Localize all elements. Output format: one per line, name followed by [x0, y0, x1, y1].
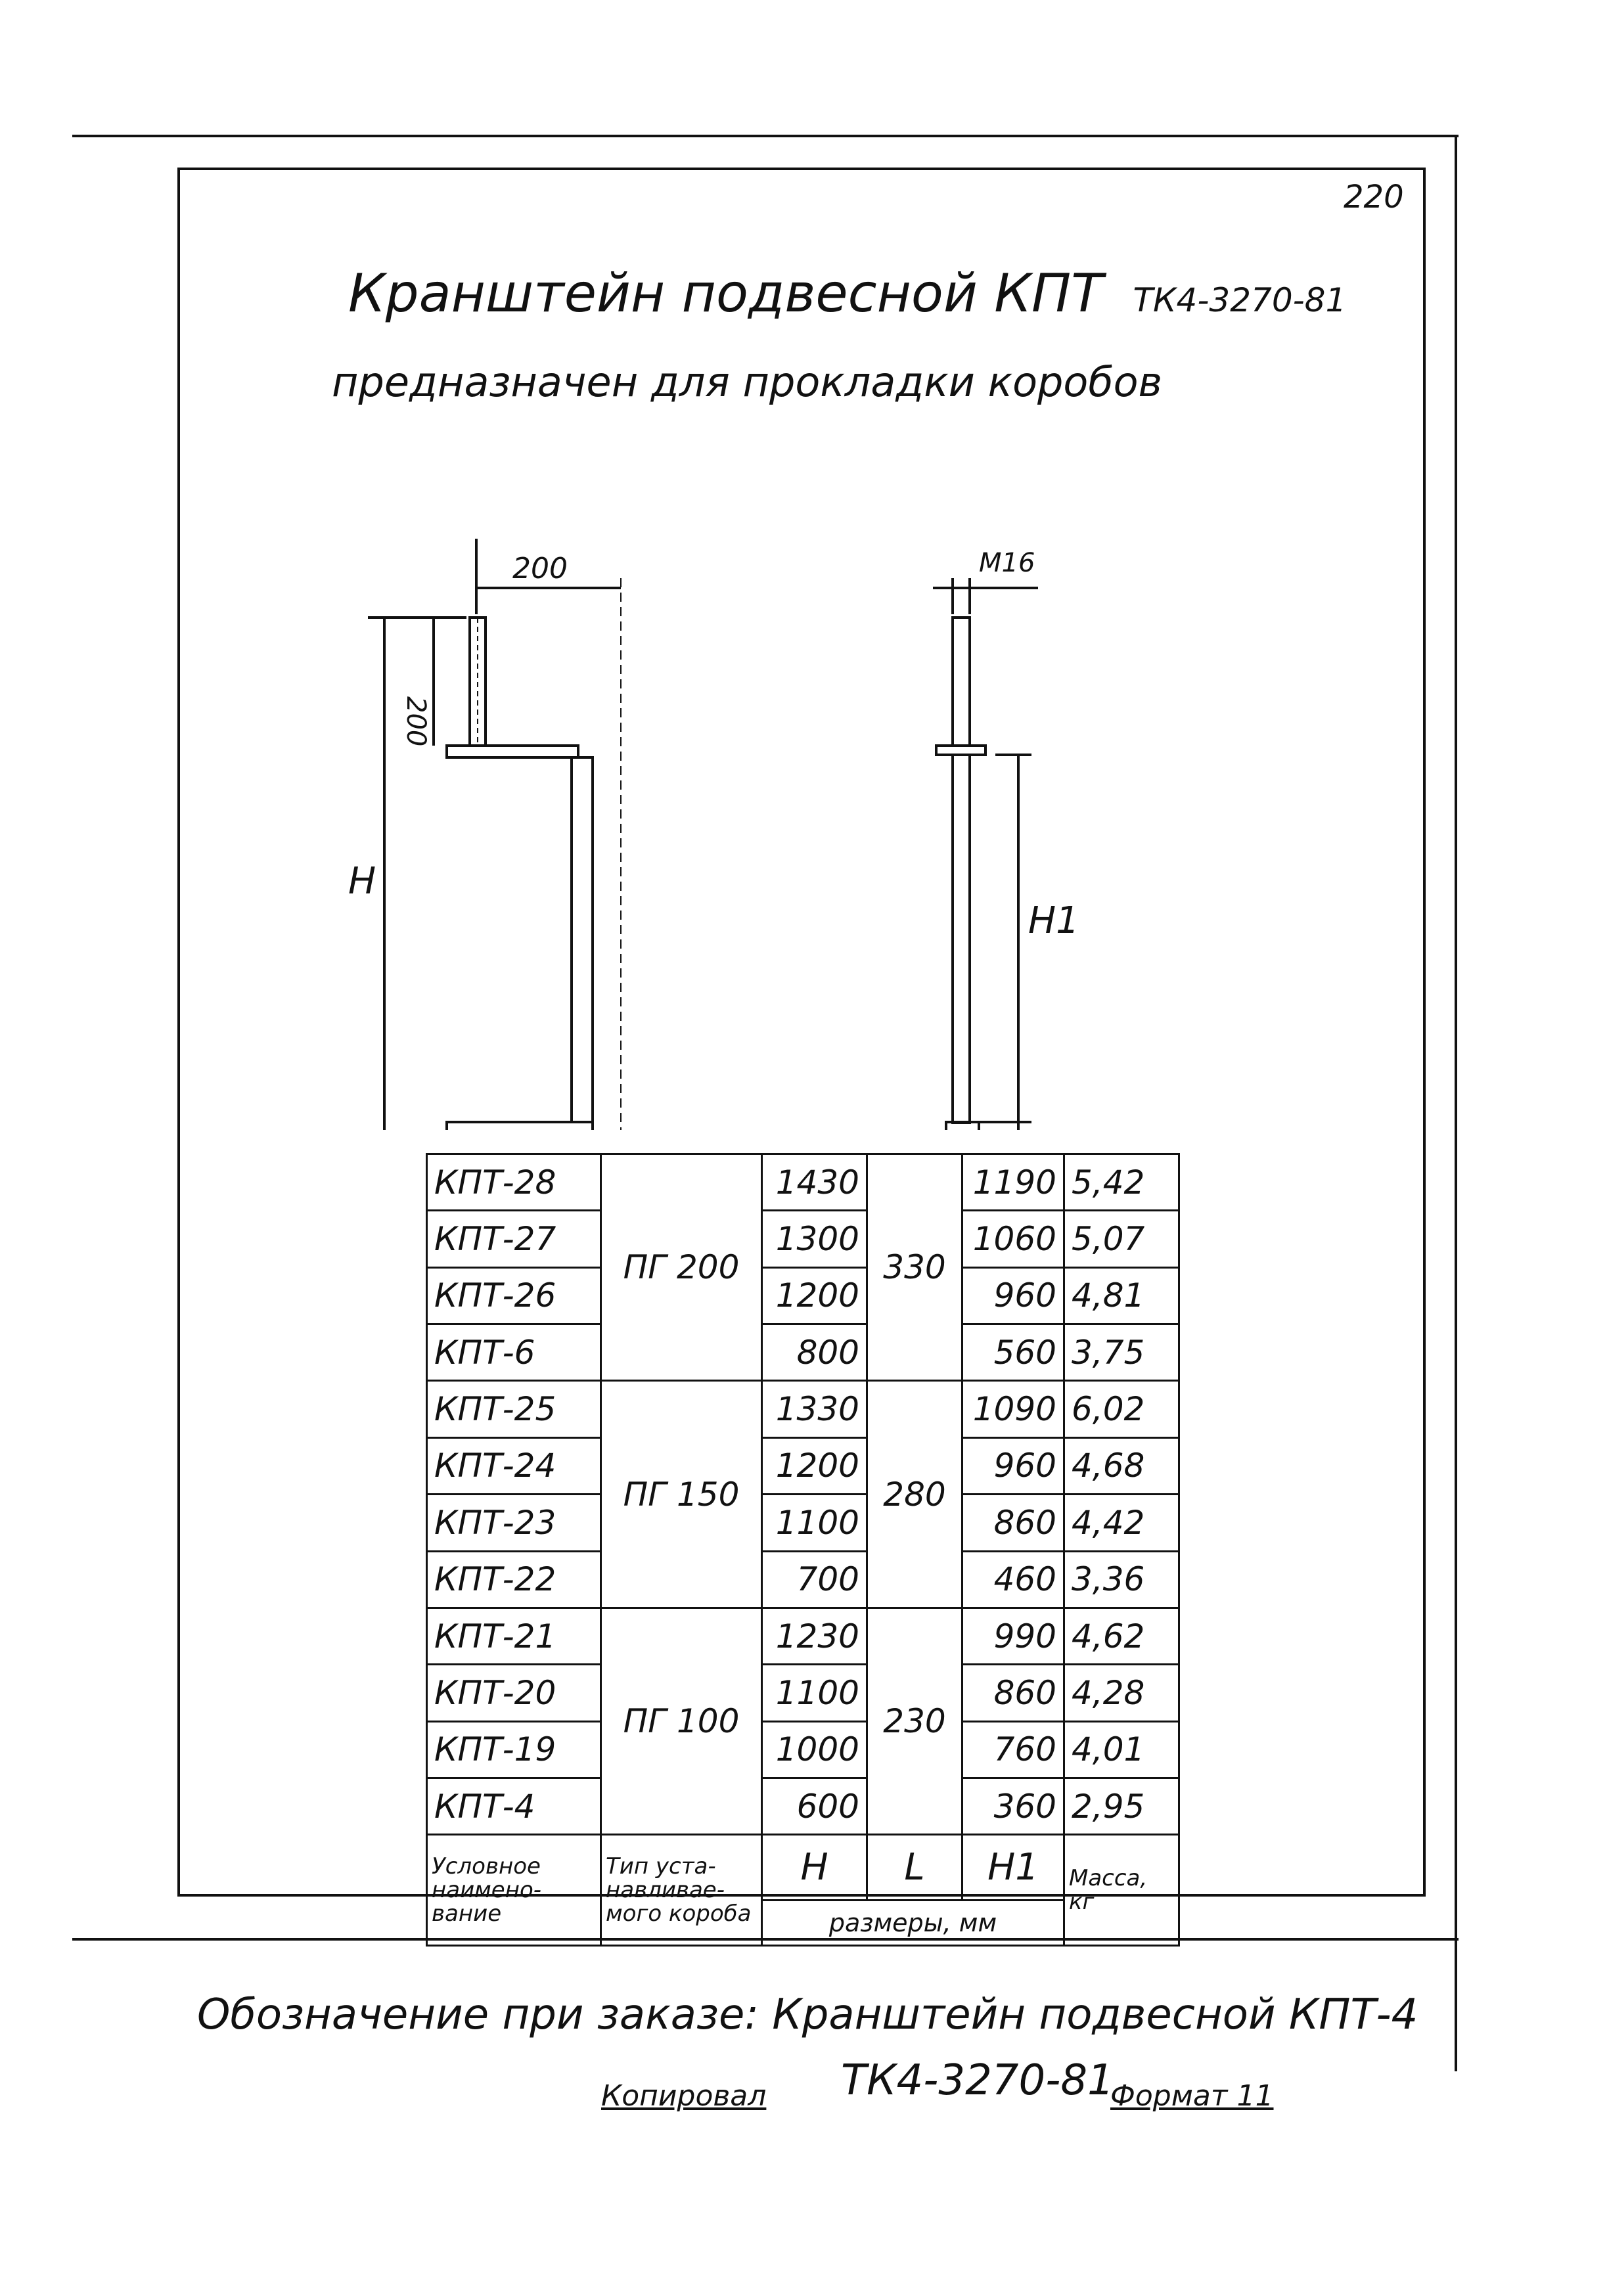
h-cell: 1300	[762, 1211, 867, 1267]
header-dims: размеры, мм	[762, 1900, 1064, 1945]
name-cell: КПТ-21	[427, 1608, 601, 1664]
name-cell: КПТ-28	[427, 1154, 601, 1211]
dim-width-top: 200	[512, 552, 568, 585]
h1-cell: 560	[962, 1324, 1064, 1381]
base-plate	[447, 1122, 593, 1130]
type-cell: ПГ 100	[601, 1608, 762, 1834]
table-row	[427, 1721, 1179, 1778]
table-row	[427, 1778, 1179, 1834]
copied-by: Копировал	[601, 2079, 767, 2113]
mass-cell: 6,02	[1064, 1381, 1179, 1437]
h1-cell: 860	[962, 1495, 1064, 1551]
h-cell: 600	[762, 1778, 867, 1834]
table-row	[427, 1437, 1179, 1494]
h-cell: 1200	[762, 1437, 867, 1494]
h-cell: 1200	[762, 1267, 867, 1324]
dim-height-h1: H1	[1028, 899, 1079, 942]
name-cell: КПТ-19	[427, 1721, 601, 1778]
h-cell: 1230	[762, 1608, 867, 1664]
header-h: H	[762, 1835, 867, 1901]
mass-cell: 2,95	[1064, 1778, 1179, 1834]
name-cell: КПТ-23	[427, 1495, 601, 1551]
mass-cell: 4,28	[1064, 1665, 1179, 1721]
l-cell: 330	[867, 1154, 962, 1381]
table-row	[427, 1154, 1179, 1211]
table-row	[427, 1211, 1179, 1267]
name-cell: КПТ-25	[427, 1381, 601, 1437]
header-name: Условное наимено-вание	[427, 1835, 601, 1946]
h1-cell: 760	[962, 1721, 1064, 1778]
h1-cell: 1060	[962, 1211, 1064, 1267]
name-cell: КПТ-24	[427, 1437, 601, 1494]
h1-cell: 860	[962, 1665, 1064, 1721]
page-title	[348, 263, 1346, 324]
page-number: 220	[1344, 179, 1404, 215]
name-cell: КПТ-27	[427, 1211, 601, 1267]
header-l: L	[867, 1835, 962, 1901]
type-cell: ПГ 200	[601, 1154, 762, 1381]
h1-cell: 960	[962, 1437, 1064, 1494]
table-row	[427, 1495, 1179, 1551]
h1-cell: 960	[962, 1267, 1064, 1324]
h-cell: 1330	[762, 1381, 867, 1437]
mass-cell: 4,81	[1064, 1267, 1179, 1324]
h-cell: 700	[762, 1551, 867, 1608]
h-cell: 800	[762, 1324, 867, 1381]
table-row	[427, 1381, 1179, 1437]
mass-cell: 4,68	[1064, 1437, 1179, 1494]
header-mass: Масса, кг	[1064, 1835, 1179, 1946]
header-type: Тип уста-навливае-мого короба	[601, 1835, 762, 1946]
h1-cell: 1190	[962, 1154, 1064, 1211]
h-cell: 1100	[762, 1495, 867, 1551]
title-code: ТК4-3270-81	[1133, 281, 1347, 319]
vertical-strut	[572, 757, 593, 1122]
h1-cell: 460	[962, 1551, 1064, 1608]
table-header-row	[427, 1835, 1179, 1901]
title-main: Кранштейн подвесной КПТ	[348, 263, 1104, 324]
table-row	[427, 1324, 1179, 1381]
h-cell: 1100	[762, 1665, 867, 1721]
mass-cell: 4,62	[1064, 1608, 1179, 1664]
h-cell: 1000	[762, 1721, 867, 1778]
table-row	[427, 1551, 1179, 1608]
type-cell: ПГ 150	[601, 1381, 762, 1608]
sheet-right-border	[1455, 135, 1457, 2071]
top-plate	[447, 746, 578, 757]
name-cell: КПТ-4	[427, 1778, 601, 1834]
name-cell: КПТ-6	[427, 1324, 601, 1381]
mass-cell: 4,01	[1064, 1721, 1179, 1778]
sheet-format: Формат 11	[1110, 2079, 1274, 2113]
l-cell: 280	[867, 1381, 962, 1608]
h1-cell: 360	[962, 1778, 1064, 1834]
table-row	[427, 1267, 1179, 1324]
bracket-drawing	[315, 539, 1156, 1130]
h1-cell: 1090	[962, 1381, 1064, 1437]
table-row	[427, 1608, 1179, 1664]
dim-height: H	[348, 860, 376, 903]
l-cell: 230	[867, 1608, 962, 1834]
mass-cell: 3,75	[1064, 1324, 1179, 1381]
dim-thread: M16	[979, 548, 1035, 578]
name-cell: КПТ-22	[427, 1551, 601, 1608]
sheet-top-border	[72, 135, 1459, 137]
dim-thread-length: 200	[401, 696, 431, 747]
name-cell: КПТ-20	[427, 1665, 601, 1721]
h1-cell: 990	[962, 1608, 1064, 1664]
order-designation: Обозначение при заказе: Кранштейн подвесной КПТ-4	[197, 1991, 1418, 2039]
table-row	[427, 1665, 1179, 1721]
name-cell: КПТ-26	[427, 1267, 601, 1324]
mass-cell: 4,42	[1064, 1495, 1179, 1551]
mass-cell: 5,07	[1064, 1211, 1179, 1267]
order-code: ТК4-3270-81	[841, 2056, 1114, 2105]
mass-cell: 5,42	[1064, 1154, 1179, 1211]
page-subtitle: предназначен для прокладки коробов	[332, 358, 1163, 406]
header-h1: H1	[962, 1835, 1064, 1901]
mass-cell: 3,36	[1064, 1551, 1179, 1608]
h-cell: 1430	[762, 1154, 867, 1211]
spec-table	[426, 1153, 1180, 1947]
